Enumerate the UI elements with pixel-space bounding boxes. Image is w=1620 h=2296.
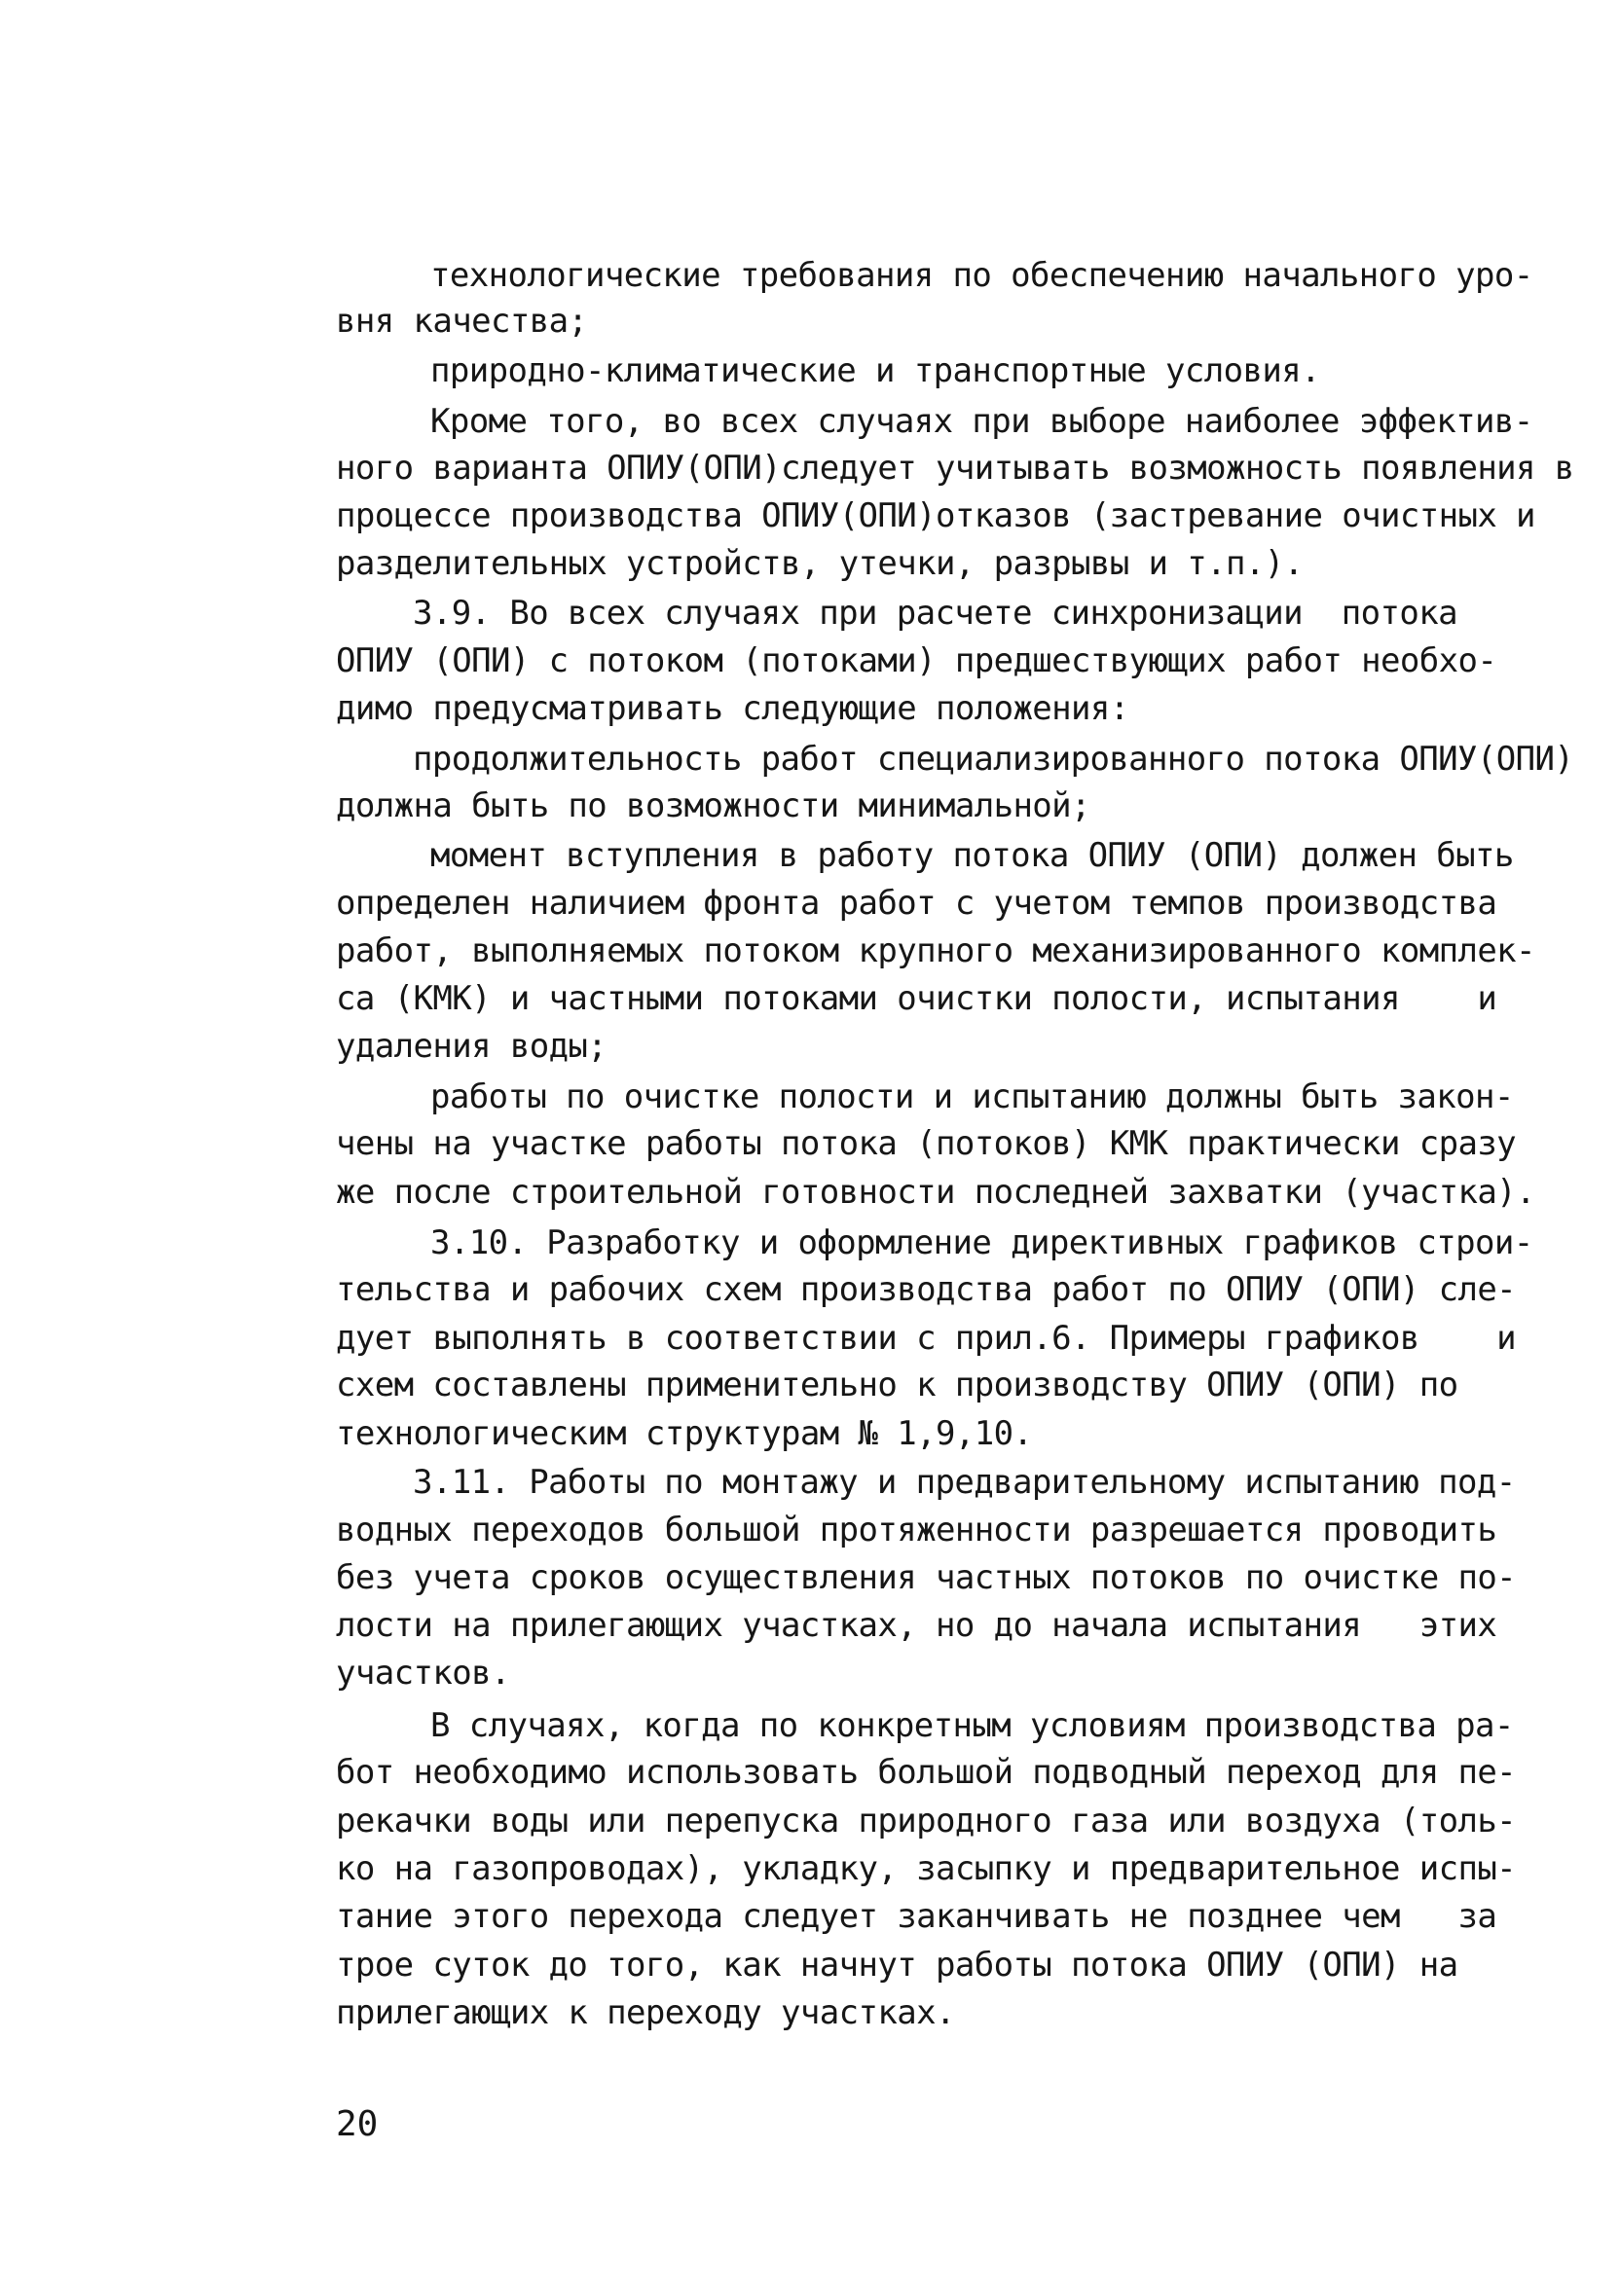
- text-line: В случаях, когда по конкретным условиям производства ра-: [430, 1706, 1514, 1745]
- text-line: работы по очистке полости и испытанию должны быть закон-: [430, 1077, 1514, 1116]
- text-line: 3.11. Работы по монтажу и предварительному испытанию под-: [413, 1463, 1516, 1502]
- text-line: природно-климатические и транспортные условия.: [430, 351, 1321, 390]
- text-line: работ, выполняемых потоком крупного механизированного комплек-: [336, 931, 1535, 970]
- text-line: продолжительность работ специализированного потока ОПИУ(ОПИ): [413, 740, 1574, 779]
- text-line: вня качества;: [336, 302, 588, 341]
- text-line: прилегающих к переходу участках.: [336, 1993, 955, 2032]
- text-line: момент вступления в работу потока ОПИУ (ОПИ) должен быть: [430, 836, 1514, 875]
- text-line: ОПИУ (ОПИ) с потоком (потоками) предшествующих работ необхо-: [336, 641, 1497, 680]
- text-line: определен наличием фронта работ с учетом темпов производства: [336, 884, 1497, 923]
- text-line: бот необходимо использовать большой подводный переход для пе-: [336, 1753, 1517, 1792]
- text-line: тание этого перехода следует заканчивать не позднее чем за: [336, 1897, 1497, 1936]
- page-number: 20: [336, 2104, 379, 2144]
- text-line: технологические требования по обеспечению начального уро-: [430, 256, 1533, 295]
- text-line: удаления воды;: [336, 1027, 608, 1066]
- text-line: процессе производства ОПИУ(ОПИ)отказов (застревание очистных и: [336, 496, 1535, 535]
- text-line: водных переходов большой протяженности разрешается проводить: [336, 1511, 1497, 1549]
- text-line: схем составлены применительно к производству ОПИУ (ОПИ) по: [336, 1366, 1458, 1404]
- text-line: участков.: [336, 1654, 510, 1693]
- text-line: Кроме того, во всех случаях при выборе наиболее эффектив-: [430, 402, 1533, 441]
- text-line: димо предусматривать следующие положения:: [336, 689, 1129, 728]
- text-line: ного варианта ОПИУ(ОПИ)следует учитывать возможность появления в: [336, 449, 1574, 488]
- text-line: должна быть по возможности минимальной;: [336, 786, 1090, 825]
- text-line: 3.9. Во всех случаях при расчете синхронизации потока: [413, 594, 1457, 633]
- text-line: трое суток до того, как начнут работы потока ОПИУ (ОПИ) на: [336, 1946, 1458, 1985]
- text-line: ко на газопроводах), укладку, засыпку и предварительное испы-: [336, 1849, 1517, 1888]
- text-line: са (КМК) и частными потоками очистки полости, испытания и: [336, 979, 1497, 1018]
- text-line: технологическим структурам № 1,9,10.: [336, 1414, 1033, 1453]
- text-line: лости на прилегающих участках, но до начала испытания этих: [336, 1606, 1497, 1645]
- text-line: разделительных устройств, утечки, разрывы и т.п.).: [336, 544, 1304, 583]
- text-line: чены на участке работы потока (потоков) КМК практически сразу: [336, 1124, 1517, 1163]
- text-line: же после строительной готовности последней захватки (участка).: [336, 1173, 1535, 1212]
- text-line: рекачки воды или перепуска природного газа или воздуха (толь-: [336, 1802, 1517, 1840]
- text-line: 3.10. Разработку и оформление директивных графиков строи-: [430, 1223, 1533, 1262]
- text-line: дует выполнять в соответствии с прил.6. Примеры графиков и: [336, 1319, 1517, 1358]
- text-line: тельства и рабочих схем производства работ по ОПИУ (ОПИ) сле-: [336, 1270, 1517, 1309]
- text-line: без учета сроков осуществления частных потоков по очистке по-: [336, 1558, 1517, 1597]
